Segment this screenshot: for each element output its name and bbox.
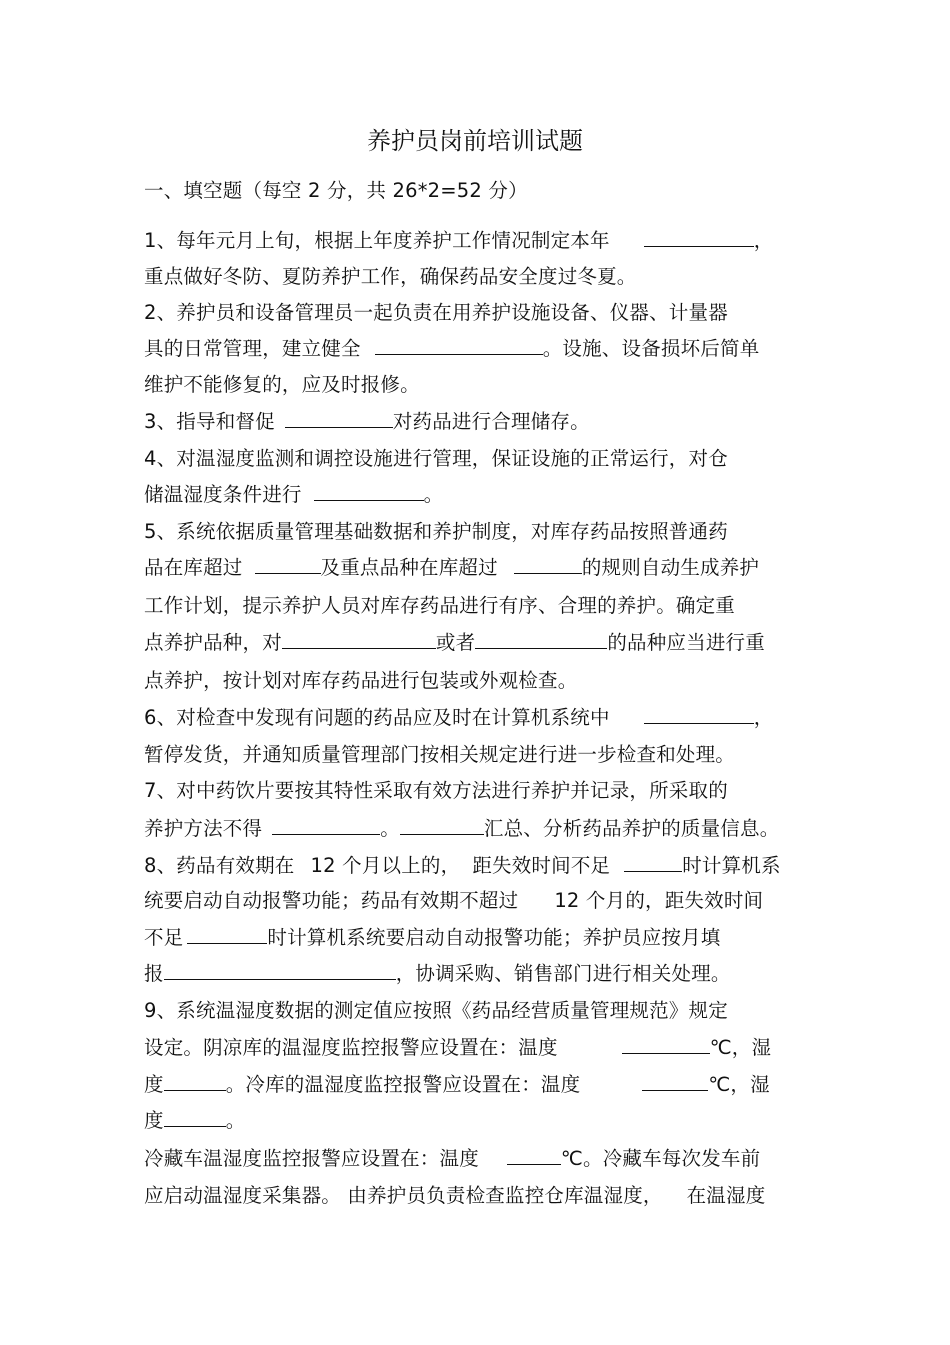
answer-blank[interactable] <box>164 960 396 980</box>
answer-blank[interactable] <box>375 335 543 355</box>
answer-blank[interactable] <box>255 554 321 574</box>
question-8-line-1: 8、药品有效期在 12 个月以上的， 距失效时间不足 时计算机系 <box>144 854 781 877</box>
question-6-line-2: 暂停发货，并通知质量管理部门按相关规定进行进一步检查和处理。 <box>144 743 736 766</box>
question-2-line-3: 维护不能修复的，应及时报修。 <box>144 373 420 396</box>
answer-blank[interactable] <box>507 1145 561 1165</box>
question-8-line-4: 报 ，协调采购、销售部门进行相关处理。 <box>144 962 731 985</box>
answer-blank[interactable] <box>475 629 607 649</box>
question-2-line-1: 2、养护员和设备管理员一起负责在用养护设施设备、仪器、计量器 <box>144 301 728 324</box>
question-9-line-3: 度 。冷库的温湿度监控报警应设置在：温度 ℃，湿 <box>144 1073 770 1096</box>
question-8-line-3: 不足 时计算机系统要启动自动报警功能；养护员应按月填 <box>144 926 721 949</box>
question-10-line-1: 冷藏车温湿度监控报警应设置在：温度 ℃。冷藏车每次发车前 <box>144 1147 761 1170</box>
question-5-line-1: 5、系统依据质量管理基础数据和养护制度，对库存药品按照普通药 <box>144 520 728 543</box>
question-2-line-2: 具的日常管理，建立健全 。设施、设备损坏后简单 <box>144 337 760 360</box>
question-9-line-1: 9、系统温湿度数据的测定值应按照《药品经营质量管理规范》规定 <box>144 999 728 1022</box>
question-5-line-5: 点养护，按计划对库存药品进行包装或外观检查。 <box>144 669 578 692</box>
answer-blank[interactable] <box>187 924 267 944</box>
answer-blank[interactable] <box>314 481 424 501</box>
question-4-line-2: 储温湿度条件进行 。 <box>144 483 444 506</box>
answer-blank[interactable] <box>644 227 754 247</box>
question-1-line-1: 1、每年元月上旬，根据上年度养护工作情况制定本年 ， <box>144 229 774 252</box>
answer-blank[interactable] <box>164 1107 226 1127</box>
question-5-line-3: 工作计划，提示养护人员对库存药品进行有序、合理的养护。确定重 <box>144 594 736 617</box>
question-5-line-4: 点养护品种，对 或者 的品种应当进行重 <box>144 631 765 654</box>
question-7-line-1: 7、对中药饮片要按其特性采取有效方法进行养护并记录，所采取的 <box>144 779 728 802</box>
question-5-line-2: 品在库超过 及重点品种在库超过 的规则自动生成养护 <box>144 556 760 579</box>
answer-blank[interactable] <box>272 815 380 835</box>
answer-blank[interactable] <box>285 408 393 428</box>
answer-blank[interactable] <box>622 1034 710 1054</box>
question-10-line-2: 应启动温湿度采集器。 由养护员负责检查监控仓库温湿度， 在温湿度 <box>144 1184 766 1207</box>
answer-blank[interactable] <box>514 554 582 574</box>
section-heading: 一、填空题（每空 2 分，共 26*2=52 分） <box>144 179 528 202</box>
answer-blank[interactable] <box>642 1071 708 1091</box>
question-4-line-1: 4、对温湿度监测和调控设施进行管理，保证设施的正常运行，对仓 <box>144 447 728 470</box>
question-9-line-2: 设定。阴凉库的温湿度监控报警应设置在：温度 ℃，湿 <box>144 1036 772 1059</box>
question-8-line-2: 统要启动自动报警功能；药品有效期不超过 12 个月的，距失效时间 <box>144 889 764 912</box>
answer-blank[interactable] <box>400 815 484 835</box>
answer-blank[interactable] <box>624 852 682 872</box>
answer-blank[interactable] <box>282 629 436 649</box>
question-7-line-2: 养护方法不得 。 汇总、分析药品养护的质量信息。 <box>144 817 780 840</box>
question-1-line-2: 重点做好冬防、夏防养护工作，确保药品安全度过冬夏。 <box>144 265 637 288</box>
answer-blank[interactable] <box>644 704 754 724</box>
question-3-line-1: 3、指导和督促 对药品进行合理储存。 <box>144 410 590 433</box>
question-9-line-4: 度 。 <box>144 1109 246 1132</box>
page-title: 养护员岗前培训试题 <box>367 127 583 155</box>
question-6-line-1: 6、对检查中发现有问题的药品应及时在计算机系统中 ， <box>144 706 774 729</box>
answer-blank[interactable] <box>164 1071 226 1091</box>
